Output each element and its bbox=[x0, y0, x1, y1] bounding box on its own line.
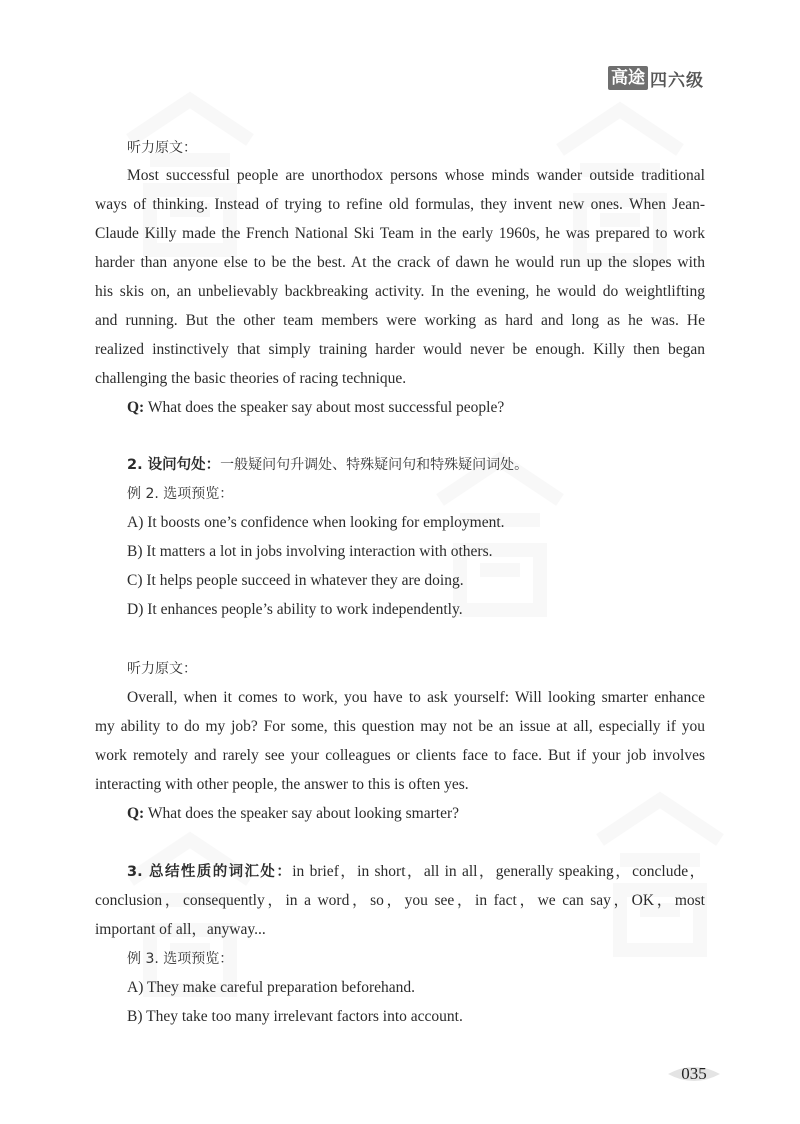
section-heading-title: 2. 设问句处： bbox=[127, 457, 221, 473]
transcript-label: 听力原文： bbox=[127, 140, 197, 156]
example-label: 例 2. 选项预览： bbox=[127, 486, 234, 502]
transcript-line: challenging the basic theories of racing technique. bbox=[95, 370, 407, 387]
option-line: B) It matters a lot in jobs involving interaction with others. bbox=[127, 543, 493, 560]
question-label: Q: bbox=[127, 399, 145, 416]
option-line: A) It boosts one’s confidence when looking for employment. bbox=[127, 514, 505, 531]
transcript-line: his skis on, an unbelievably backbreaking activity. In the evening, he would do weightlifting bbox=[95, 283, 705, 300]
transcript-line: work remotely and rarely see your colleagues or clients face to face. But if your job involves bbox=[95, 747, 705, 764]
page-number-text: 035 bbox=[681, 1064, 707, 1083]
question-text: What does the speaker say about looking smarter? bbox=[144, 805, 460, 822]
option-line: B) They take too many irrelevant factors into account. bbox=[127, 1008, 463, 1025]
section-heading-text: in brief，in short，all in all，generally speaking，conclude， bbox=[292, 863, 705, 880]
question-label: Q: bbox=[127, 805, 145, 822]
transcript-line: interacting with other people, the answer to this is often yes. bbox=[95, 776, 469, 793]
transcript-line: my ability to do my job? For some, this question may not be an issue at all, especially if you bbox=[95, 718, 705, 735]
transcript-line: Most successful people are unorthodox persons whose minds wander outside traditional bbox=[127, 167, 705, 184]
transcript-line: Claude Killy made the French National Ski Team in the early 1960s, he was prepared to work bbox=[95, 225, 705, 242]
transcript-line: Overall, when it comes to work, you have to ask yourself: Will looking smarter enhance bbox=[127, 689, 705, 706]
question-line bbox=[127, 398, 705, 418]
option-line: A) They make careful preparation beforehand. bbox=[127, 979, 416, 996]
question-line bbox=[127, 804, 705, 824]
transcript-label: 听力原文： bbox=[127, 661, 197, 677]
option-line: C) It helps people succeed in whatever they are doing. bbox=[127, 572, 464, 589]
section-heading-title: 3. 总结性质的词汇处： bbox=[127, 864, 293, 880]
question-text: What does the speaker say about most successful people? bbox=[144, 399, 505, 416]
brand-box: 高途 bbox=[608, 66, 648, 90]
section-heading bbox=[127, 862, 705, 882]
example-label: 例 3. 选项预览： bbox=[127, 951, 234, 967]
transcript-line: realized instinctively that simply training harder would never be enough. Killy then began bbox=[95, 341, 705, 358]
transcript-line: harder than anyone else to be the best. At the crack of dawn he would run up the slopes with bbox=[95, 254, 705, 271]
section-heading bbox=[127, 455, 705, 475]
transcript-line: ways of thinking. Instead of trying to refine old formulas, they invent new ones. When Jean- bbox=[95, 196, 705, 213]
option-line: D) It enhances people’s ability to work independently. bbox=[127, 601, 463, 618]
section-heading-line: conclusion，consequently，in a word，so，you see，in fact，we can say，OK，most bbox=[95, 892, 705, 909]
transcript-line: and running. But the other team members were working as hard and long as he was. He bbox=[95, 312, 705, 329]
section-heading-text: 一般疑问句升调处、特殊疑问句和特殊疑问词处。 bbox=[220, 457, 529, 473]
page-number bbox=[668, 1062, 720, 1086]
section-heading-line: important of all，anyway... bbox=[95, 921, 266, 938]
brand-logo bbox=[608, 66, 704, 90]
brand-text: 四六级 bbox=[650, 70, 704, 91]
